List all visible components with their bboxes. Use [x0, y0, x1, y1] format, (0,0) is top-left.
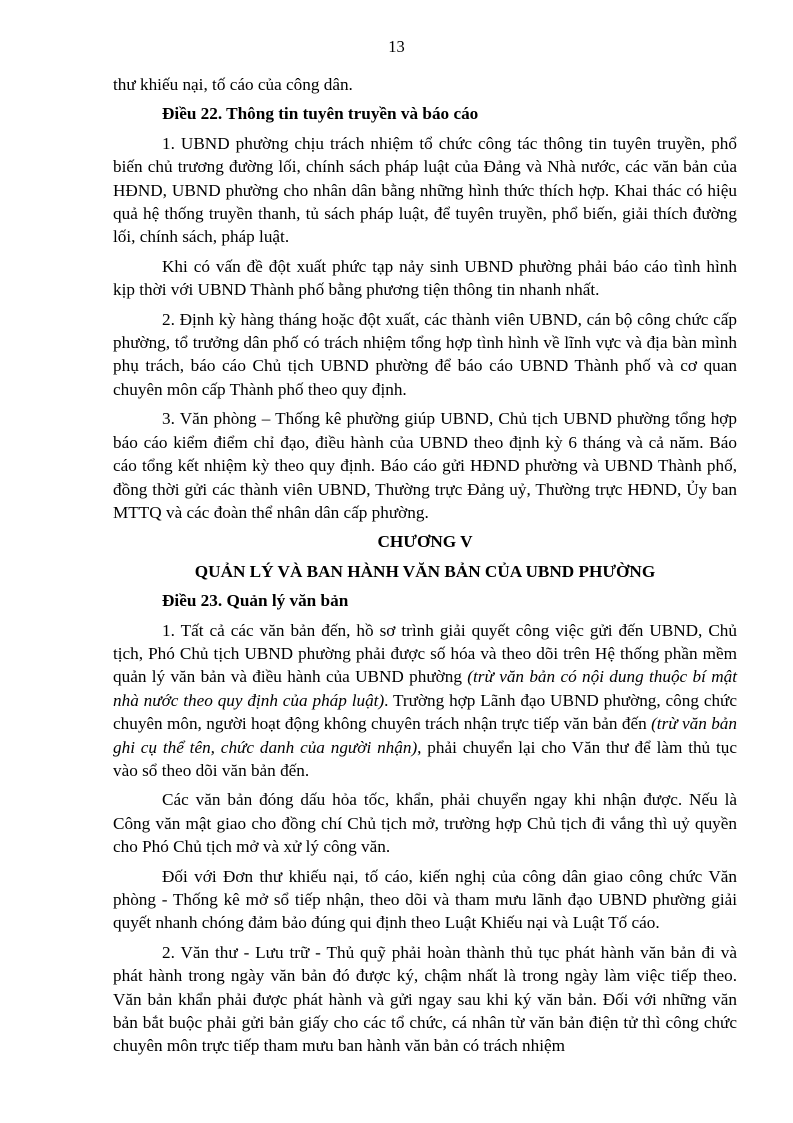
page-number: 13	[388, 37, 405, 56]
article-23-clause-2: 2. Văn thư - Lưu trữ - Thủ quỹ phải hoàn thành thủ tục phát hành văn bản đi và phát hành trong ngày văn bản đó được ký, chậm nhất là trong ngày làm việc tiếp theo. Văn bản khẩn phải được phát hành và gửi ngay sau khi ký văn bản. Đối với những văn bản bắt buộc phải gửi bản giấy cho các tổ chức, cá nhân từ văn bản điện tử thì công chức chuyên môn trực tiếp tham mưu ban hành văn bản có trách nhiệm	[113, 942, 737, 1056]
article-22-heading: Điều 22. Thông tin tuyên truyền và báo cáo	[162, 104, 479, 124]
article-22-clause-3: 3. Văn phòng – Thống kê phường giúp UBND, Chủ tịch UBND phường tổng hợp báo cáo kiểm điểm chỉ đạo, điều hành của UBND theo định kỳ 6 tháng và cả năm. Báo cáo tổng kết nhiệm kỳ theo quy định. Báo cáo gửi HĐND phường và UBND Thành phố, đồng thời gửi các thành viên UBND, Thường trực Đảng uỷ, Thường trực HĐND, Ủy ban MTTQ và các đoàn thể nhân dân cấp phường.	[113, 409, 737, 522]
chapter-title: QUẢN LÝ VÀ BAN HÀNH VĂN BẢN CỦA UBND PHƯỜNG	[194, 561, 656, 581]
clause-note: (trừ văn bản có nội dung thuộc bí mật nhà nước theo quy định của pháp luật)	[113, 667, 738, 710]
clause-note: (trừ văn bản ghi cụ thể tên, chức danh của người nhận)	[113, 714, 737, 757]
chapter-label: CHƯƠNG V	[377, 532, 473, 552]
article-22-clause-1: 1. UBND phường chịu trách nhiệm tổ chức công tác thông tin tuyên truyền, phổ biến chủ trương đường lối, chính sách pháp luật của Đảng và Nhà nước, các văn bản của HĐND, UBND phường cho nhân dân bằng những hình thức thích hợp. Khai thác có hiệu quả hệ thống truyền thanh, tủ sách pháp luật, để tuyên truyền, phổ biến, giải thích đường lối, chính sách, pháp luật.	[113, 133, 737, 247]
article-23-heading: Điều 23. Quản lý văn bản	[162, 591, 349, 611]
page-body	[113, 73, 737, 1064]
clause-text: , phải chuyển lại cho Văn thư để làm thủ tục vào sổ theo dõi văn bản đến.	[113, 737, 737, 780]
article-23-clause-1	[113, 619, 737, 783]
clause-text: . Trường hợp Lãnh đạo UBND phường, công chức chuyên môn, người hoạt động không chuyên trách nhận trực tiếp văn bản đến	[113, 690, 737, 734]
article-23-paragraph: Các văn bản đóng dấu hỏa tốc, khẩn, phải chuyển ngay khi nhận được. Nếu là Công văn mật giao cho đồng chí Chủ tịch mở, trường hợp Chủ tịch đi vắng thì uỷ quyền cho Phó Chủ tịch mở và xử lý công văn.	[113, 790, 737, 857]
continued-paragraph: thư khiếu nại, tố cáo của công dân.	[113, 75, 353, 94]
article-22-paragraph: Khi có vấn đề đột xuất phức tạp nảy sinh UBND phường phải báo cáo tình hình kịp thời với UBND Thành phố bằng phương tiện thông tin nhanh nhất.	[113, 256, 737, 300]
article-23-paragraph: Đối với Đơn thư khiếu nại, tố cáo, kiến nghị của công dân giao công chức Văn phòng - Thống kê mở sổ tiếp nhận, theo dõi và tham mưu lãnh đạo UBND phường giải quyết nhanh chóng đảm bảo đúng qui định theo Luật Khiếu nại và Luật Tố cáo.	[113, 866, 737, 933]
article-22-clause-2: 2. Định kỳ hàng tháng hoặc đột xuất, các thành viên UBND, cán bộ công chức cấp phường, tổ trưởng dân phố có trách nhiệm tổng hợp tình hình về lĩnh vực và địa bàn mình phụ trách, báo cáo Chủ tịch UBND phường để báo cáo UBND Thành phố và cơ quan chuyên môn cấp Thành phố theo quy định.	[113, 309, 737, 399]
clause-text: 1. Tất cả các văn bản đến, hồ sơ trình giải quyết công việc gửi đến UBND, Chủ tịch, Phó Chủ tịch UBND phường phải được số hóa và theo dõi trên Hệ thống phần mềm quản lý văn bản và điều hành của UBND phường	[113, 620, 737, 687]
